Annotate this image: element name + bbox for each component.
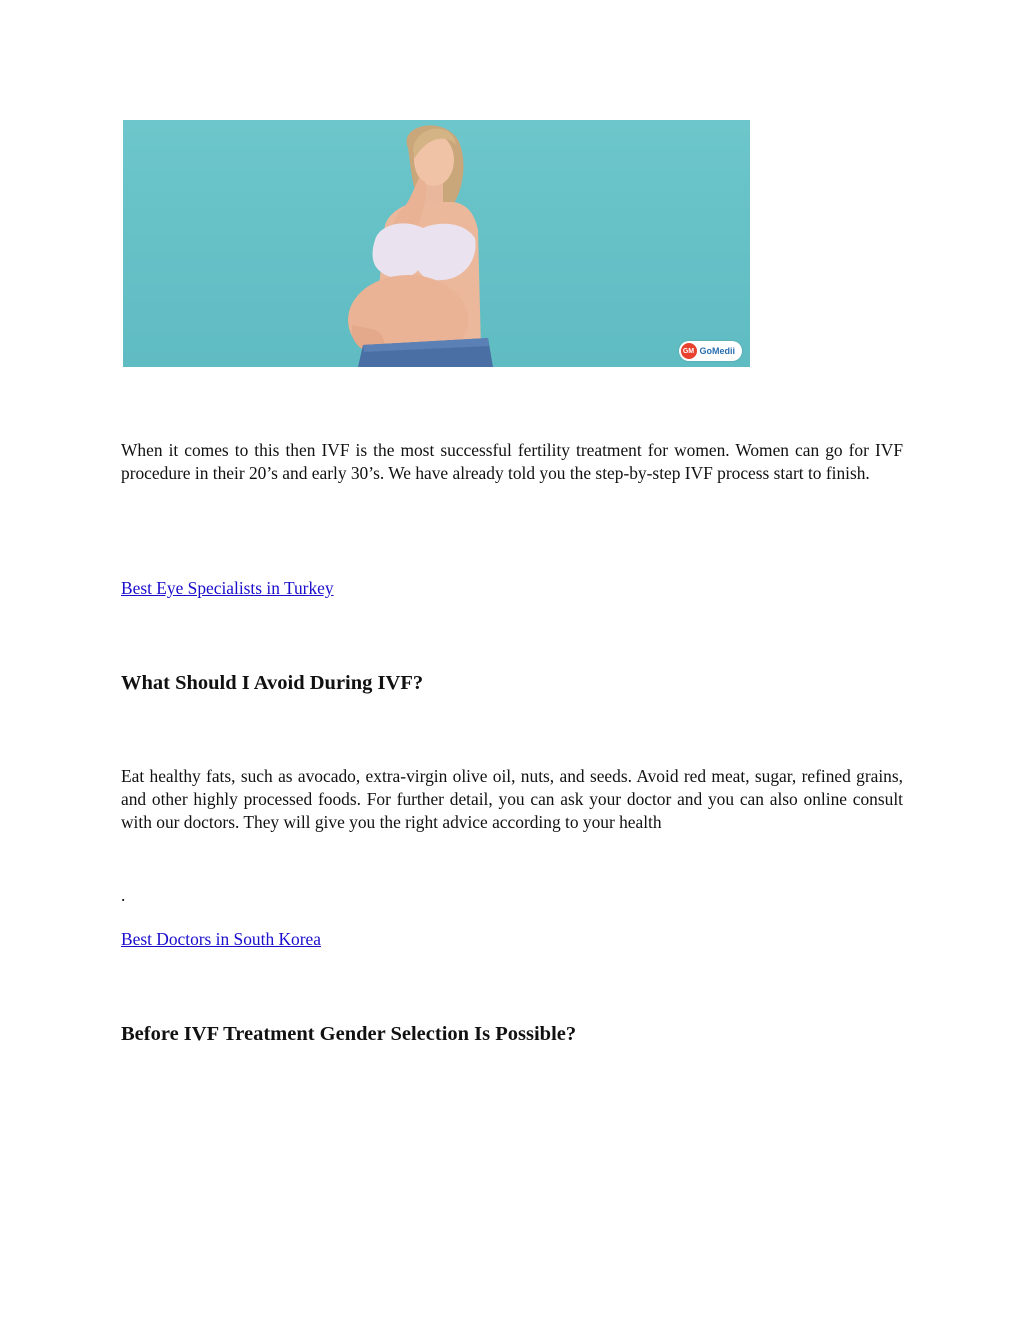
separator-dot: . — [121, 885, 126, 905]
brand-logo-icon: GM — [681, 343, 697, 359]
section-heading-avoid-during-ivf: What Should I Avoid During IVF? — [121, 672, 424, 694]
hero-illustration — [123, 120, 750, 367]
brand-logo-text: GoMedii — [699, 346, 735, 356]
hero-image-pregnant-woman — [123, 120, 750, 367]
avoid-advice-paragraph: Eat healthy fats, such as avocado, extra-virgin olive oil, nuts, and seeds. Avoid red meat, sugar, refined grains, and other highly processed foods. For further detail, you can ask your doctor and you can also online consult with our doctors. They will give you the right advice according to your health — [121, 766, 903, 832]
brand-logo-badge — [679, 341, 743, 361]
intro-paragraph: When it comes to this then IVF is the most successful fertility treatment for women. Women can go for IVF procedure in their 20’s and early 30’s. We have already told you the step-by-step IVF process start to finish. — [121, 440, 903, 483]
doctors-south-korea-link[interactable]: Best Doctors in South Korea — [121, 929, 321, 949]
section-heading-gender-selection: Before IVF Treatment Gender Selection Is Possible? — [121, 1023, 577, 1045]
eye-specialists-turkey-link[interactable]: Best Eye Specialists in Turkey — [121, 578, 334, 598]
